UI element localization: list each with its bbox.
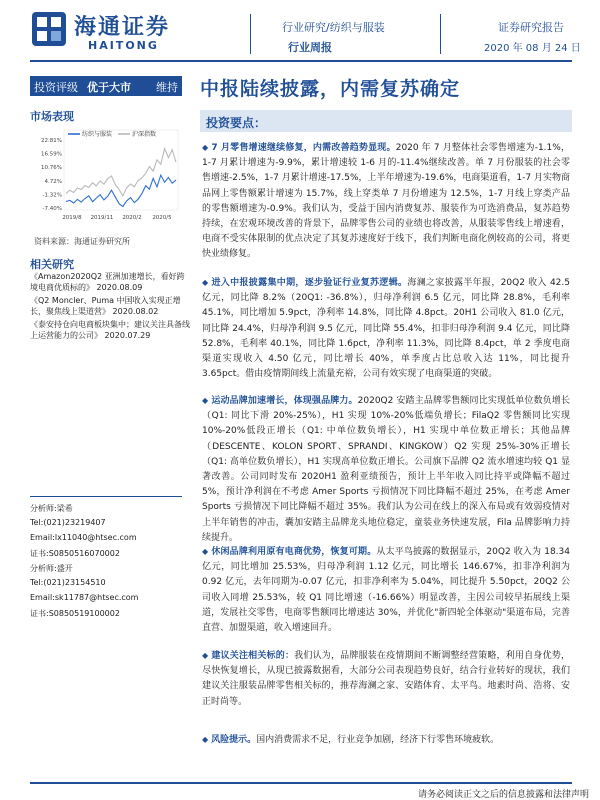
related-item[interactable] — [30, 271, 190, 293]
report-date: 2020 年 08 月 24 日 — [484, 43, 581, 54]
legend-label-textile: 纺织与服装 — [82, 131, 113, 138]
point-paragraph — [202, 393, 570, 546]
point-paragraph — [202, 544, 570, 636]
point-lead: 运动品牌加速增长，体现强品牌力。 — [211, 396, 358, 406]
report-title: 中报陆续披露，内需复苏确定 — [200, 78, 461, 100]
market-chart — [30, 126, 182, 230]
analyst-email[interactable]: Email:sk11787@htsec.com — [30, 593, 139, 602]
series-line — [66, 175, 176, 207]
y-tick-label: -7.40% — [42, 206, 62, 212]
report-kind: 证券研究报告 — [498, 21, 564, 34]
related-item-text: 《泰安持仓向电商板块集中；建议关注具备线上运营能力的公司》 — [30, 320, 190, 340]
related-item-date: 2020.08.02 — [112, 307, 159, 316]
logo-english: HAITONG — [88, 39, 159, 52]
point-lead: 休闲品牌利用原有电商优势，恢复可期。 — [211, 547, 377, 557]
analyst-tel: Tel:(021)23154510 — [30, 578, 106, 587]
point-paragraph — [202, 732, 570, 748]
logo-chinese: 海通证券 — [74, 14, 171, 40]
y-tick-label: -1.32% — [42, 192, 62, 199]
x-tick-label: 2020/5 — [152, 215, 172, 221]
market-section-title: 市场表现 — [30, 110, 74, 123]
analyst-email[interactable]: Email:lx11040@htsec.com — [30, 533, 137, 542]
point-body: 2020 年 7 月整体社会零售增速为-1.1%，1-7 月累计增速为-9.9%，累计增速较 1-6 月的-11.4%继续改善。单 7 月份服装的社会零售增速-2.5%，1-7 月累计增速-17.5%，上半年增速为-19.6%，电商渠道看，1-7 月实物商品网上零售额累计增速为 15.7%，线上穿类单 7 月份增速为 12.5%，1-7 月线上穿类产品的零售额增速为-0.9%。我们认为，受益于国内消费复苏、服装作为可选消费品，复苏趋势持续，在宏观环境改善的背景下，品牌零售公司的业绩也将改善，从服装零售线上增速看，电商不受实体限制的优点决定了其复苏速度好于线下，我们判断电商化例较高的公司，将更快业绩修复。 — [202, 143, 571, 260]
rating-box — [30, 76, 182, 96]
diamond-bullet-icon: ◆ — [202, 143, 209, 152]
investment-points-band — [200, 110, 572, 132]
rating-action: 维持 — [156, 81, 178, 94]
point-body: 从太平鸟披露的数据显示，20Q2 收入为 18.34 亿元，同比增加 25.53%，归母净利润 1.12 亿元，同比增长 146.67%，扣非净利润为 0.92 亿元，去年同期为-0.07 亿元，扣非净利率为 5.04%，同比提升 5.50pct，20Q2 公司收入同增 25.53%，较 Q1 同比增速（-16.66%）明显改善，主因公司较早拓展线上渠道，发展社交零售，电商零售额同比增速达 30%，并优化"新四轮全体驱动"渠道布局，完善直营、加盟渠道，收入增速回升。 — [202, 547, 570, 634]
related-item[interactable] — [30, 295, 190, 317]
analyst-name: 分析师:梁希 — [30, 504, 73, 513]
point-lead: 风险提示。 — [211, 735, 257, 745]
point-body: 国内消费需求不足，行业竞争加剧，经济下行零售环境疲软。 — [256, 735, 500, 745]
point-lead: 建议关注相关标的： — [211, 651, 295, 661]
header-divider — [250, 14, 251, 54]
point-paragraph — [202, 140, 570, 263]
related-list — [30, 271, 190, 343]
header-rule — [30, 60, 572, 62]
chart-frame — [64, 130, 178, 210]
diamond-bullet-icon: ◆ — [202, 396, 209, 405]
x-tick-label: 2020/2 — [122, 215, 142, 221]
analyst-cert: 证书:S0850516070002 — [30, 549, 120, 558]
diamond-bullet-icon: ◆ — [202, 735, 209, 744]
chart-source: 资料来源：海通证券研究所 — [34, 237, 130, 246]
rating-value: 优于大市 — [87, 81, 131, 94]
point-paragraph — [202, 275, 570, 382]
report-type: 行业周报 — [288, 41, 332, 54]
point-lead: 进入中报披露集中期，逐步验证行业复苏逻辑。 — [211, 278, 408, 288]
analyst-name: 分析师:盛开 — [30, 564, 73, 573]
point-body: 海澜之家披露半年报，20Q2 收入 42.5 亿元，同比降 8.2%（20Q1: -36.8%），归母净利润 6.5 亿元，同比降 28.8%，毛利率 45.1%，同比增加 5.9pct，净利率 14.8%，同比降 4.8pct。20H1 公司收入 81.0 亿元，同比降 24.4%，归母净利润 9.5 亿元，同比降 55.4%，扣非归母净利润 9.4 亿元，同比降 52.8%，毛利率 40.1%，同比降 1.6pct，净利率 11.3%，同比降 8.4pct，单 2 季度电商渠道实现收入 4.50 亿元，同比增长 40%，单季度占比总收入达 11%，同比提升 3.65pct。借由疫情期间线上流量充裕，公司有效实现了电商渠道的突破。 — [202, 278, 570, 380]
related-section-title: 相关研究 — [30, 258, 74, 271]
point-paragraph — [202, 648, 570, 710]
rating-label: 投资评级 — [34, 81, 78, 94]
y-tick-label: 4.72% — [44, 178, 62, 185]
related-item-text: 《Amazon2020Q2 亚洲加速增长，看好跨境电商优质标的》 — [30, 272, 185, 292]
investment-points-title: 投资要点： — [206, 116, 267, 130]
logo-mark-icon — [32, 12, 66, 46]
footer-disclaimer: 请务必阅读正文之后的信息披露和法律声明 — [418, 790, 590, 800]
diamond-bullet-icon: ◆ — [202, 547, 209, 556]
y-tick-label: 10.76% — [41, 165, 62, 172]
series-line — [66, 149, 176, 196]
legend-label-index: 沪深指数 — [132, 131, 157, 138]
diamond-bullet-icon: ◆ — [202, 651, 209, 660]
point-body: 我们认为，品牌服装在疫情期间不断调整经营策略，利用自身优势，尽快恢复增长，从现已披露数据看，大部分公司表现趋势良好，结合行业转好的现状，我们建议关注服装品牌零售相关标的，推荐海澜之家、安踏体育、太平鸟。地素时尚、浩将、安正时尚等。 — [202, 651, 570, 707]
analyst-tel: Tel:(021)23219407 — [30, 518, 106, 527]
header-divider — [440, 14, 441, 54]
y-tick-label: 16.59% — [41, 151, 62, 158]
point-lead: 7 月零售增速继续修复，内需改善趋势显现。 — [211, 143, 396, 153]
diamond-bullet-icon: ◆ — [202, 278, 209, 287]
x-tick-label: 2019/11 — [90, 215, 114, 221]
related-item[interactable] — [30, 319, 190, 341]
related-item-date: 2020.07.29 — [104, 331, 151, 340]
related-item-text: 《Q2 Moncler、Puma 中国收入实现正增长，聚焦线上渠道营》 — [30, 296, 181, 316]
point-body: 2020Q2 安踏主品牌零售额同比实现低单位数负增长（Q1: 同比下滑 20%-25%），H1 实现 10%-20%低端负增长；FilaQ2 零售额同比实现 10%-20%低段正增长（Q1: 中单位数负增长），H1 实现中单位数正增长；其他品牌（DESCENTE、KOLON SPORT、SPRANDI、KINGKOW）Q2 实现 25%-30%正增长（Q1: 高单位数负增长），H1 实现高单位数正增长。公司旗下品牌 Q2 流水增速均较 Q1 显著改善。公司同时发布 2020H1 盈利亚绩预告，预计上半年收入同比持平或降幅不超过 5%，预计净利润在不考虑 Amer Sports 亏损情况下同比降幅不超过 25%，在考虑 Amer Sports 亏损情况下同比降幅不超过 35%。我们认为公司在线上的深入布局或有效弱疫情对上半年销售的冲击，囊加安踏主品牌龙头地位稳定，童装业务快速发展，Fila 品牌影响力持续提升。 — [202, 396, 571, 543]
analyst-cert: 证书:S0850519100002 — [30, 609, 120, 618]
x-tick-label: 2019/8 — [62, 215, 82, 221]
y-tick-label: 22.81% — [41, 138, 62, 144]
related-item-date: 2020.08.09 — [96, 283, 143, 292]
analyst-divider — [30, 496, 182, 497]
report-category: 行业研究/纺织与服装 — [282, 21, 385, 34]
footer-rule — [30, 782, 572, 784]
